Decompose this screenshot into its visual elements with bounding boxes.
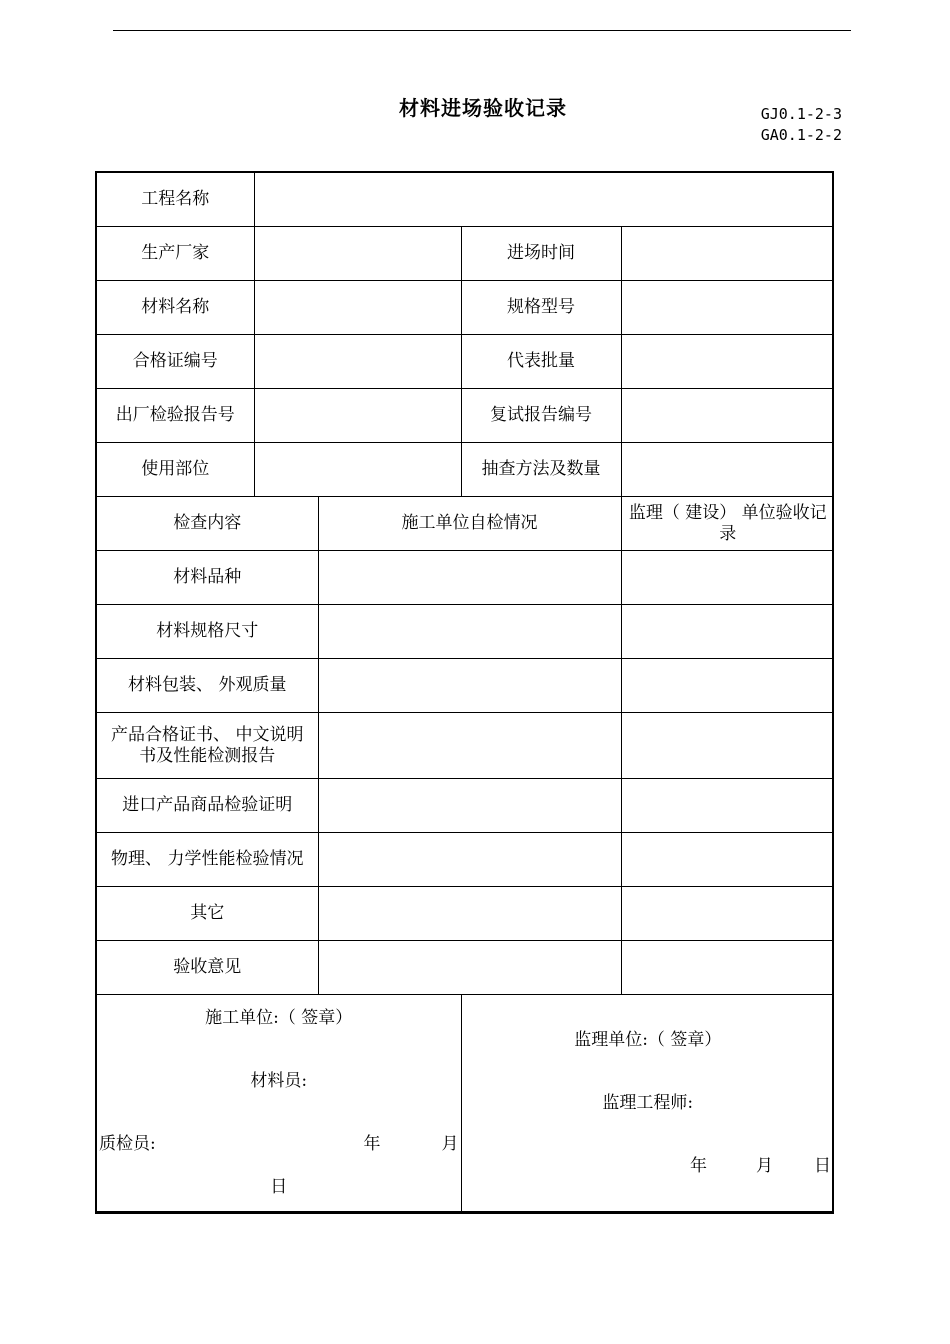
supervisor-record-cell[interactable] [621, 659, 834, 713]
supervisor-record-cell[interactable] [621, 887, 834, 941]
label-retest-report-no: 复试报告编号 [461, 389, 621, 443]
label-project-name: 工程名称 [97, 173, 254, 227]
supervisor-record-cell[interactable] [621, 605, 834, 659]
signature-supervisor[interactable] [461, 995, 834, 1212]
contractor-unit-seal: 施工单位:（ 签章） [205, 1008, 353, 1028]
document-title: 材料进场验收记录 [399, 96, 567, 120]
self-check-cell[interactable] [318, 887, 621, 941]
label-entry-time: 进场时间 [461, 227, 621, 281]
table-row [97, 713, 834, 779]
row-cert-no [97, 335, 834, 389]
date-day: 日 [270, 1177, 288, 1197]
self-check-cell[interactable] [318, 713, 621, 779]
table-row [97, 779, 834, 833]
row-factory-report [97, 389, 834, 443]
value-cert-no[interactable] [254, 335, 461, 389]
form-codes [761, 104, 842, 146]
self-check-cell[interactable] [318, 779, 621, 833]
row-manufacturer [97, 227, 834, 281]
check-item-other: 其它 [97, 887, 318, 941]
self-check-cell[interactable] [318, 605, 621, 659]
check-item-variety: 材料品种 [97, 551, 318, 605]
form-table [97, 173, 834, 1212]
header-supervisor-record: 监理（ 建设） 单位验收记录 [621, 497, 834, 551]
date-month: 月 [441, 1134, 459, 1154]
supervisor-date-line [464, 1156, 833, 1177]
value-entry-time[interactable] [621, 227, 834, 281]
header-check-content: 检查内容 [97, 497, 318, 551]
table-row [97, 833, 834, 887]
date-year: 年 [690, 1155, 708, 1176]
value-retest-report-no[interactable] [621, 389, 834, 443]
value-batch-qty[interactable] [621, 335, 834, 389]
inspector-date-line [99, 1134, 459, 1155]
value-material-name[interactable] [254, 281, 461, 335]
supervisor-record-cell[interactable] [621, 779, 834, 833]
label-sampling-method: 抽查方法及数量 [461, 443, 621, 497]
check-item-mechanical-tests: 物理、 力学性能检验情况 [97, 833, 318, 887]
value-use-location[interactable] [254, 443, 461, 497]
check-item-packaging: 材料包装、 外观质量 [97, 659, 318, 713]
date-year: 年 [363, 1134, 381, 1154]
row-check-headers [97, 497, 834, 551]
supervisor-unit-seal: 监理单位:（ 签章） [574, 1029, 722, 1050]
inspector-label: 质检员: [99, 1134, 156, 1154]
form-code-1: GJ0.1-2-3 [760, 105, 842, 123]
value-sampling-method[interactable] [621, 443, 834, 497]
row-use-location [97, 443, 834, 497]
row-signatures [97, 995, 834, 1212]
signature-contractor[interactable] [97, 995, 461, 1212]
table-row [97, 551, 834, 605]
self-check-cell[interactable] [318, 941, 621, 995]
date-month: 月 [756, 1155, 774, 1176]
row-material-name [97, 281, 834, 335]
self-check-cell[interactable] [318, 659, 621, 713]
supervisor-engineer-label: 监理工程师: [602, 1092, 694, 1113]
material-clerk-label: 材料员: [250, 1071, 308, 1091]
self-check-cell[interactable] [318, 833, 621, 887]
label-factory-report-no: 出厂检验报告号 [97, 389, 254, 443]
date-day: 日 [814, 1155, 832, 1176]
row-project-name [97, 173, 834, 227]
value-project-name[interactable] [254, 173, 834, 227]
value-manufacturer[interactable] [254, 227, 461, 281]
check-item-import-inspection: 进口产品商品检验证明 [97, 779, 318, 833]
top-rule [113, 30, 851, 31]
table-row [97, 941, 834, 995]
label-manufacturer: 生产厂家 [97, 227, 254, 281]
form-code-2: GA0.1-2-2 [760, 126, 842, 144]
supervisor-record-cell[interactable] [621, 713, 834, 779]
self-check-cell[interactable] [318, 551, 621, 605]
check-item-certificates-line2: 书及性能检测报告 [139, 745, 276, 766]
value-spec-model[interactable] [621, 281, 834, 335]
table-row [97, 887, 834, 941]
table-row [97, 605, 834, 659]
acceptance-form [95, 171, 834, 1214]
label-batch-qty: 代表批量 [461, 335, 621, 389]
value-factory-report-no[interactable] [254, 389, 461, 443]
check-item-acceptance-opinion: 验收意见 [97, 941, 318, 995]
label-cert-no: 合格证编号 [97, 335, 254, 389]
supervisor-record-cell[interactable] [621, 551, 834, 605]
header-contractor-self-check: 施工单位自检情况 [318, 497, 621, 551]
supervisor-record-cell[interactable] [621, 941, 834, 995]
check-item-certificates-line1: 产品合格证书、 中文说明 [111, 724, 304, 745]
label-spec-model: 规格型号 [461, 281, 621, 335]
supervisor-record-cell[interactable] [621, 833, 834, 887]
label-use-location: 使用部位 [97, 443, 254, 497]
check-item-certificates [97, 713, 318, 779]
table-row [97, 659, 834, 713]
date-fields [364, 1134, 459, 1155]
label-material-name: 材料名称 [97, 281, 254, 335]
check-item-dimensions: 材料规格尺寸 [97, 605, 318, 659]
